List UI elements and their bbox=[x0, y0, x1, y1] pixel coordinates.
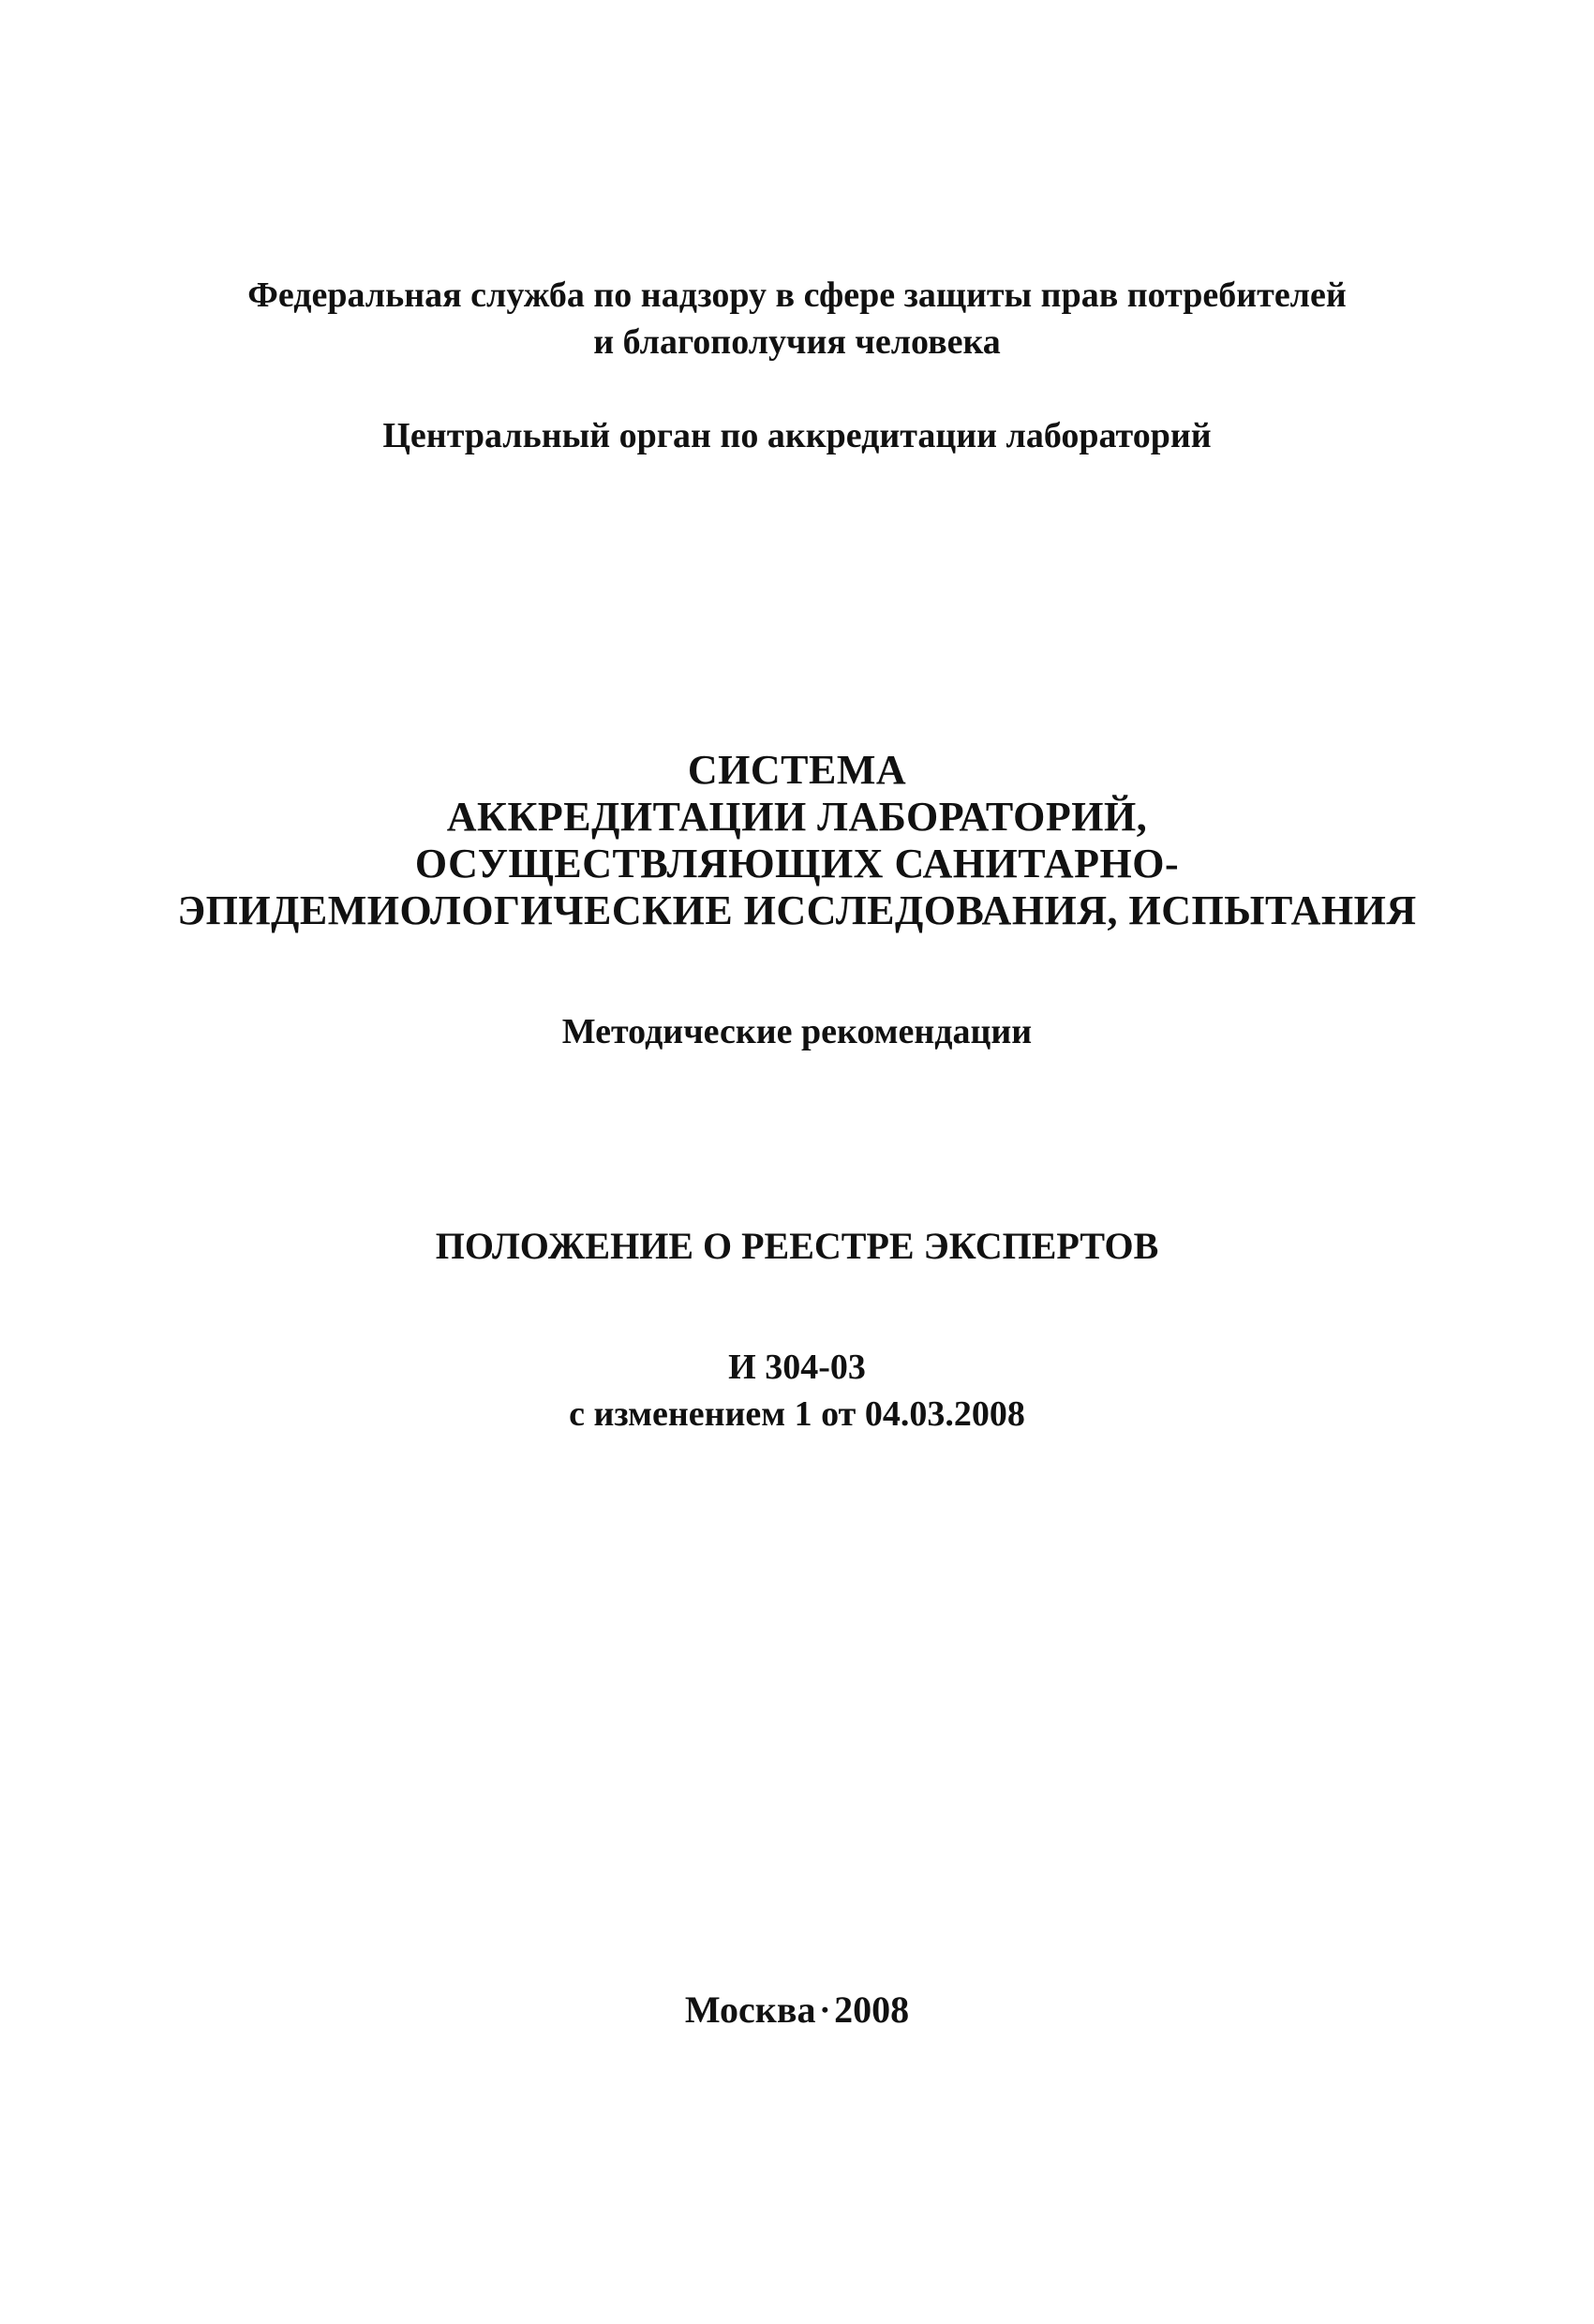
imprint-separator: • bbox=[821, 1997, 829, 2021]
accreditation-body-name: Центральный орган по аккредитации лабораторий bbox=[382, 416, 1212, 455]
agency-name-line-1: Федеральная служба по надзору в сфере защиты прав потребителей bbox=[247, 276, 1347, 315]
document-title: ПОЛОЖЕНИЕ О РЕЕСТРЕ ЭКСПЕРТОВ bbox=[435, 1225, 1159, 1267]
imprint-city: Москва bbox=[684, 1989, 816, 2031]
amendment-note: с изменением 1 от 04.03.2008 bbox=[569, 1394, 1025, 1434]
system-title-line-4: ЭПИДЕМИОЛОГИЧЕСКИЕ ИССЛЕДОВАНИЯ, ИСПЫТАНИЯ bbox=[177, 887, 1417, 933]
system-title-line-3: ОСУЩЕСТВЛЯЮЩИХ САНИТАРНО- bbox=[414, 841, 1180, 886]
imprint bbox=[0, 1991, 1594, 2029]
system-title-line-1: СИСТЕМА bbox=[687, 747, 907, 793]
system-title-line-2: АККРЕДИТАЦИИ ЛАБОРАТОРИЙ, bbox=[446, 794, 1148, 840]
imprint-year: 2008 bbox=[834, 1989, 910, 2031]
document-type: Методические рекомендации bbox=[561, 1012, 1033, 1051]
agency-name-line-2: и благополучия человека bbox=[593, 322, 1001, 362]
document-code: И 304-03 bbox=[728, 1348, 866, 1387]
